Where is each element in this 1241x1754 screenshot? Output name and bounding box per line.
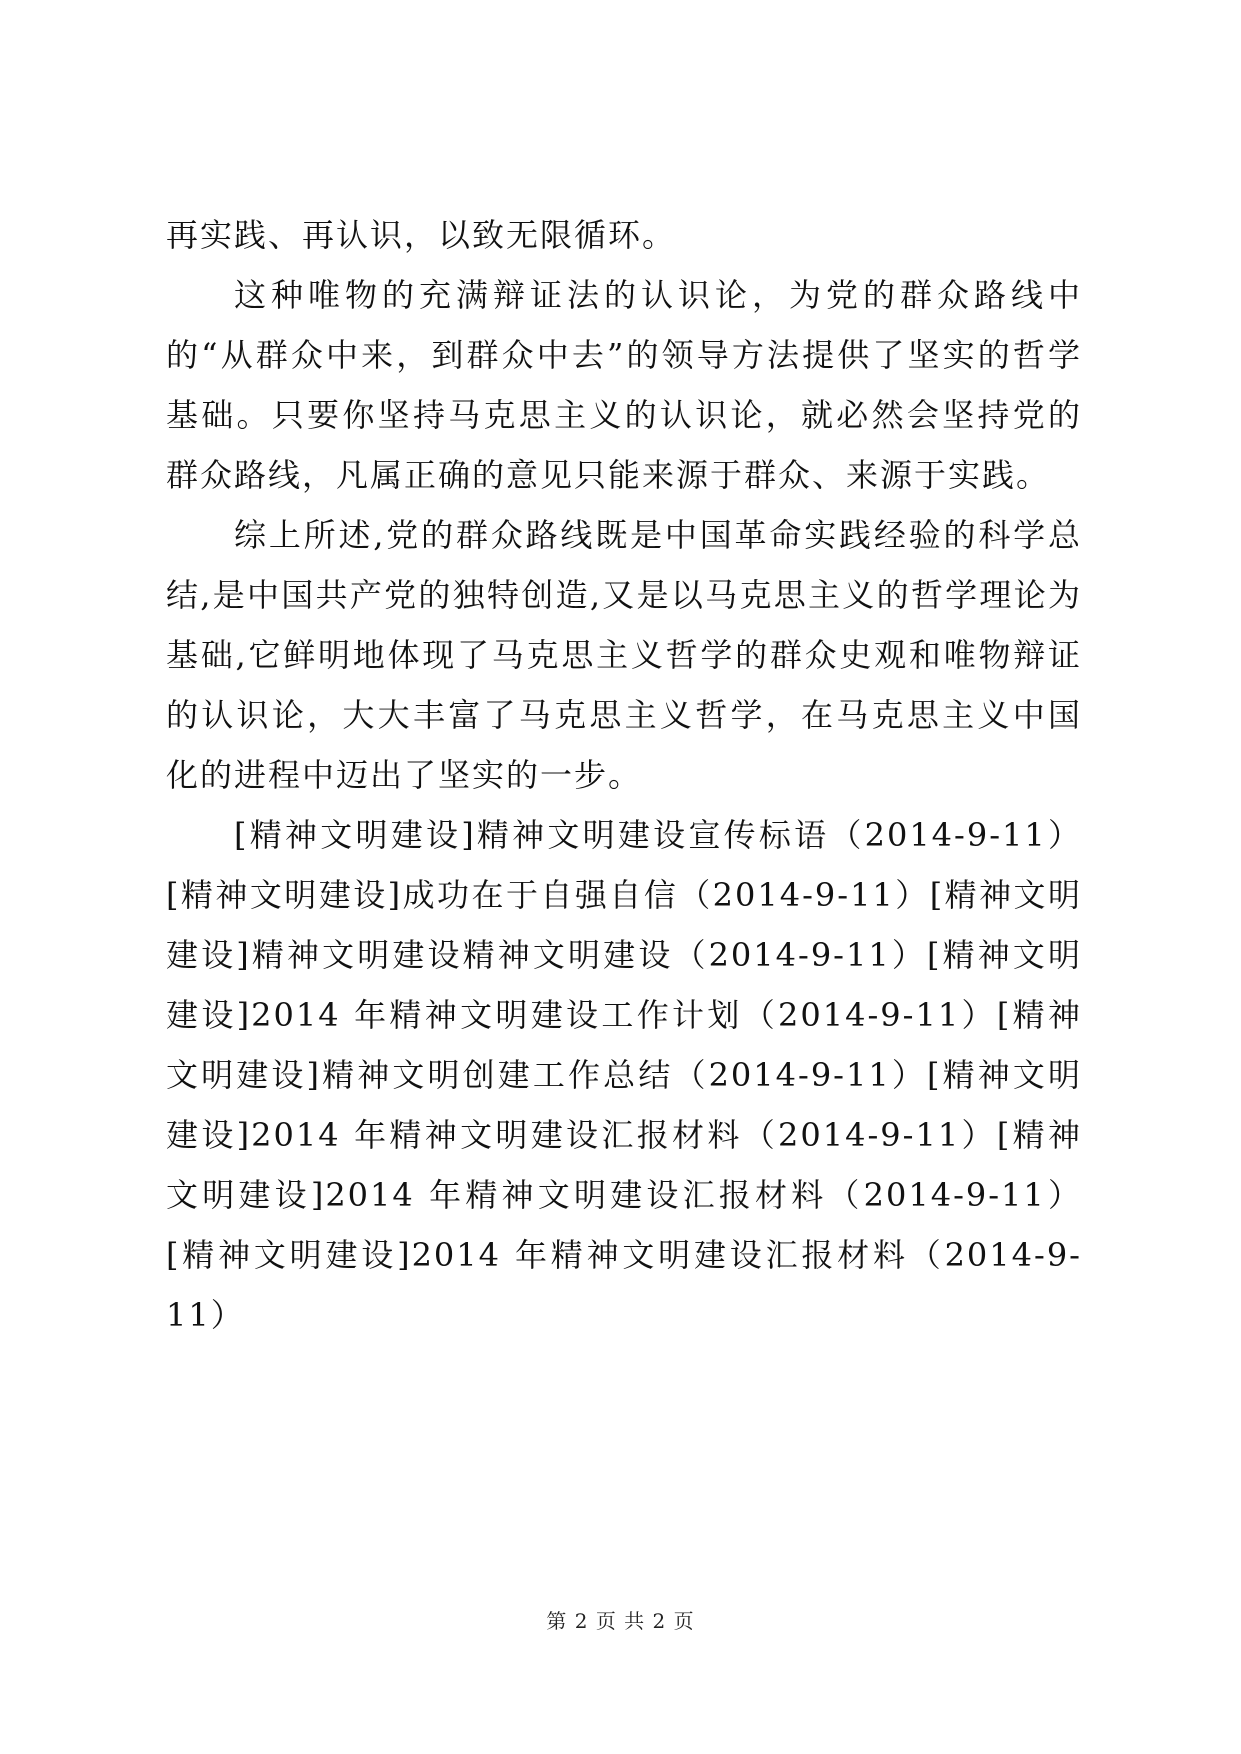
paragraph-summary: 综上所述,党的群众路线既是中国革命实践经验的科学总结,是中国共产党的独特创造,又是以马克思主义的哲学理论为基础,它鲜明地体现了马克思主义哲学的群众史观和唯物辩证的认识论，大大丰富了马克思主义哲学，在马克思主义中国化的进程中迈出了坚实的一步。	[166, 516, 1082, 794]
page-number-footer: 第 2 页 共 2 页	[546, 1609, 695, 1633]
paragraph-related-links: [精神文明建设]精神文明建设宣传标语（2014-9-11）[精神文明建设]成功在于自强自信（2014-9-11）[精神文明建设]精神文明建设精神文明建设（2014-9-11）[精神文明建设]2014 年精神文明建设工作计划（2014-9-11）[精神文明建设]精神文明创建工作总结（2014-9-11）[精神文明建设]2014 年精神文明建设汇报材料（2014-9-11）[精神文明建设]2014 年精神文明建设汇报材料（2014-9-11）[精神文明建设]2014 年精神文明建设汇报材料（2014-9-11）	[166, 816, 1082, 1334]
paragraph-epistemology: 这种唯物的充满辩证法的认识论，为党的群众路线中的“从群众中来，到群众中去”的领导方法提供了坚实的哲学基础。只要你坚持马克思主义的认识论，就必然会坚持党的群众路线，凡属正确的意见只能来源于群众、来源于实践。	[166, 276, 1082, 494]
document-body	[166, 205, 1082, 1345]
paragraph-continuation: 再实践、再认识，以致无限循环。	[166, 216, 677, 254]
